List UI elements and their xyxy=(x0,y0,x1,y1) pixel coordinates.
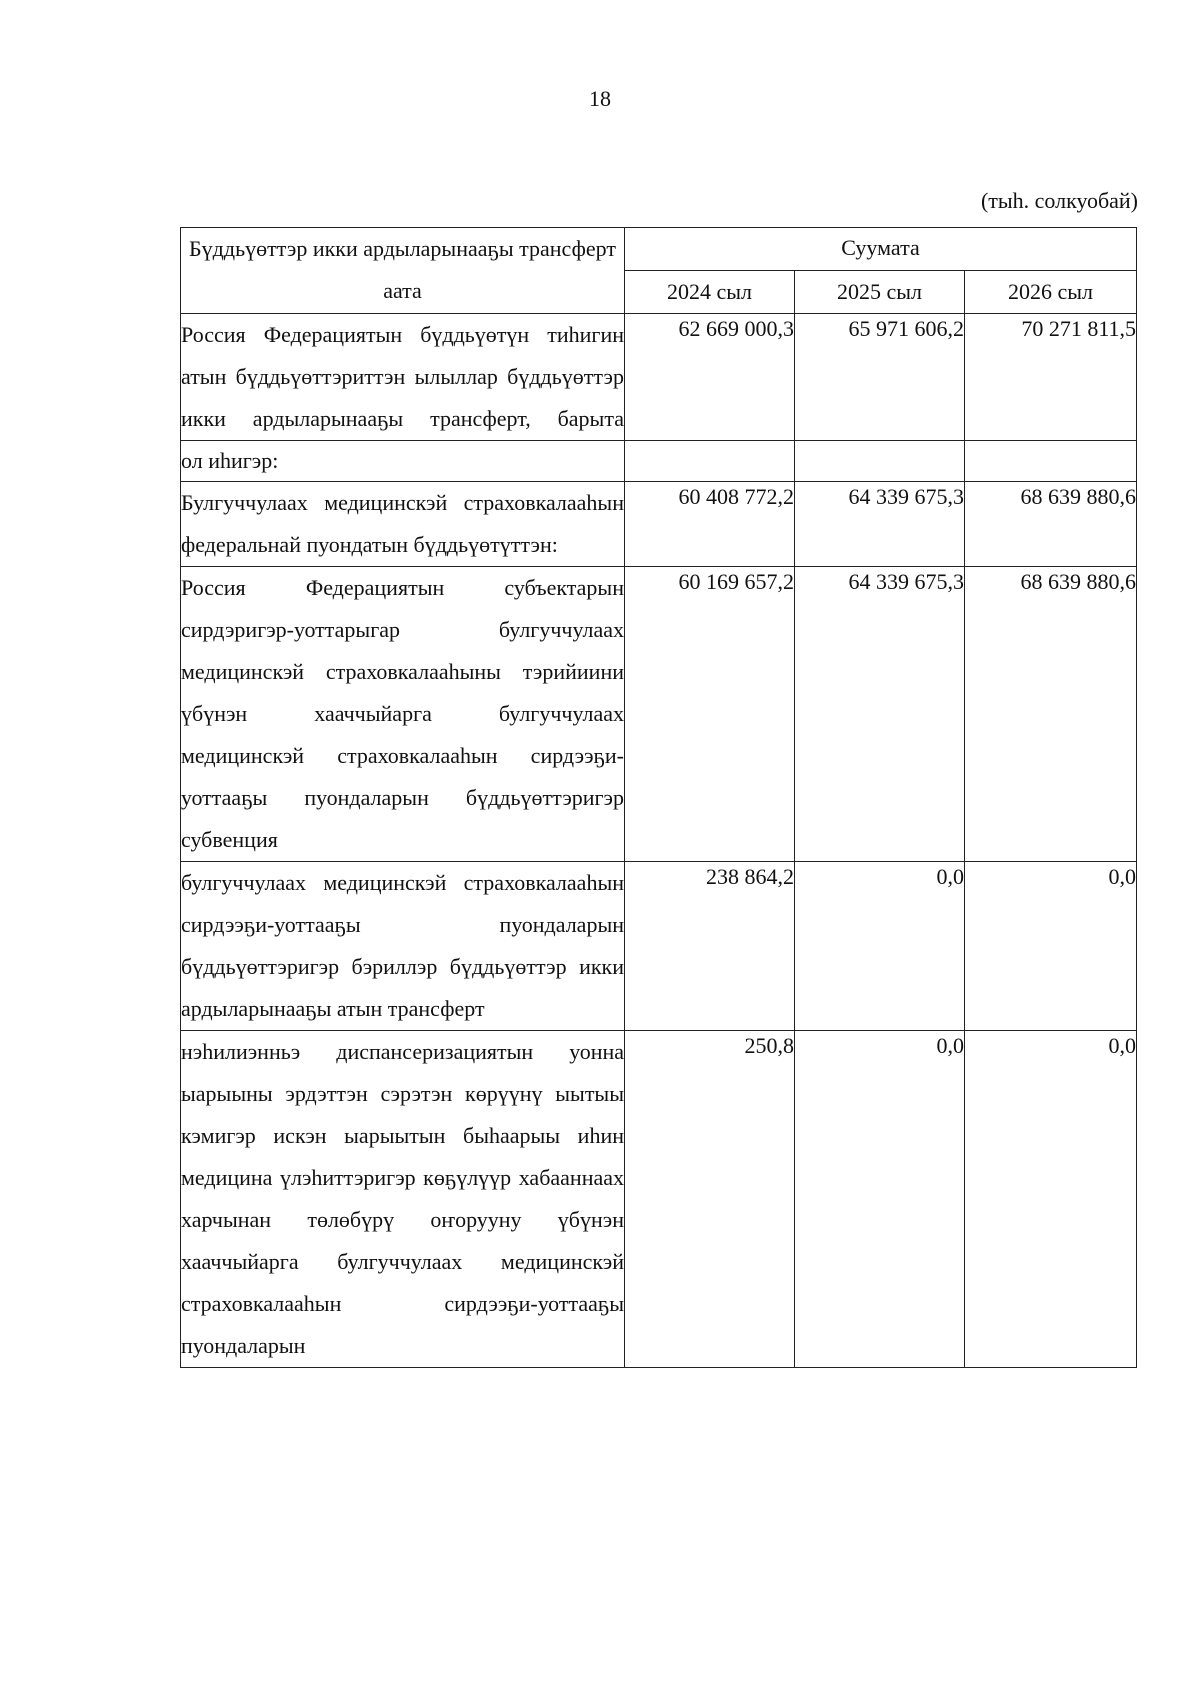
row-name: ол иһигэр: xyxy=(181,441,625,482)
row-value-2024: 60 169 657,2 xyxy=(625,567,795,862)
row-value-2024: 250,8 xyxy=(625,1031,795,1368)
row-name: булгуччулаах медицинскэй страховкалааһын сирдээҕи-уоттааҕы пуондаларын бүддьүөттэригэр бэриллэр бүддьүөттэр икки ардыларынааҕы атын трансферт xyxy=(181,862,625,1031)
table-header-row xyxy=(181,228,1137,271)
column-header-year-2026: 2026 сыл xyxy=(965,271,1137,314)
row-value-2024: 60 408 772,2 xyxy=(625,482,795,567)
row-name: нэһилиэнньэ диспансеризациятын уонна ыарыыны эрдэттэн сэрэтэн көрүүнү ыытыы кэмигэр искэн ыарыытын быһаарыы иһин медицина үлэһиттэригэр көҕүлүүр хабааннаах харчынан төлөбүрү оҥорууну үбүнэн хааччыйарга булгуччулаах медицинскэй страховкалааһын сирдээҕи-уоттааҕы пуондаларын xyxy=(181,1031,625,1368)
row-value-2025: 65 971 606,2 xyxy=(795,314,965,441)
row-value-2025: 0,0 xyxy=(795,862,965,1031)
row-value-2025 xyxy=(795,441,965,482)
column-header-name: Бүддьүөттэр икки ардыларынааҕы трансферт аата xyxy=(181,228,625,314)
page-number: 18 xyxy=(589,86,611,111)
row-value-2024 xyxy=(625,441,795,482)
row-value-2025: 0,0 xyxy=(795,1031,965,1368)
row-value-2024: 62 669 000,3 xyxy=(625,314,795,441)
row-value-2026: 70 271 811,5 xyxy=(965,314,1137,441)
column-header-year-2024: 2024 сыл xyxy=(625,271,795,314)
row-value-2026: 68 639 880,6 xyxy=(965,482,1137,567)
row-value-2026: 0,0 xyxy=(965,862,1137,1031)
row-value-2025: 64 339 675,3 xyxy=(795,567,965,862)
row-value-2024: 238 864,2 xyxy=(625,862,795,1031)
table-row xyxy=(181,567,1137,862)
column-header-sum: Суумата xyxy=(625,228,1137,271)
transfers-table xyxy=(180,227,1137,1368)
table-row xyxy=(181,482,1137,567)
row-value-2026: 0,0 xyxy=(965,1031,1137,1368)
table-row xyxy=(181,1031,1137,1368)
row-name: Булгуччулаах медицинскэй страховкалааһын федеральнай пуондатын бүддьүөтүттэн: xyxy=(181,482,625,567)
column-header-year-2025: 2025 сыл xyxy=(795,271,965,314)
row-value-2026 xyxy=(965,441,1137,482)
row-name: Россия Федерациятын бүддьүөтүн тиһигин атын бүддьүөттэриттэн ылыллар бүддьүөттэр икки ардыларынааҕы трансферт, барыта xyxy=(181,314,625,441)
row-value-2025: 64 339 675,3 xyxy=(795,482,965,567)
table-row xyxy=(181,441,1137,482)
row-name: Россия Федерациятын субъектарын сирдэригэр-уоттарыгар булгуччулаах медицинскэй страховкалааһыны тэрийиини үбүнэн хааччыйарга булгуччулаах медицинскэй страховкалааһын сирдээҕи-уоттааҕы пуондаларын бүддьүөттэригэр субвенция xyxy=(181,567,625,862)
table-row xyxy=(181,314,1137,441)
table-row xyxy=(181,862,1137,1031)
row-value-2026: 68 639 880,6 xyxy=(965,567,1137,862)
units-note: (тыһ. солкуобай) xyxy=(980,188,1138,213)
